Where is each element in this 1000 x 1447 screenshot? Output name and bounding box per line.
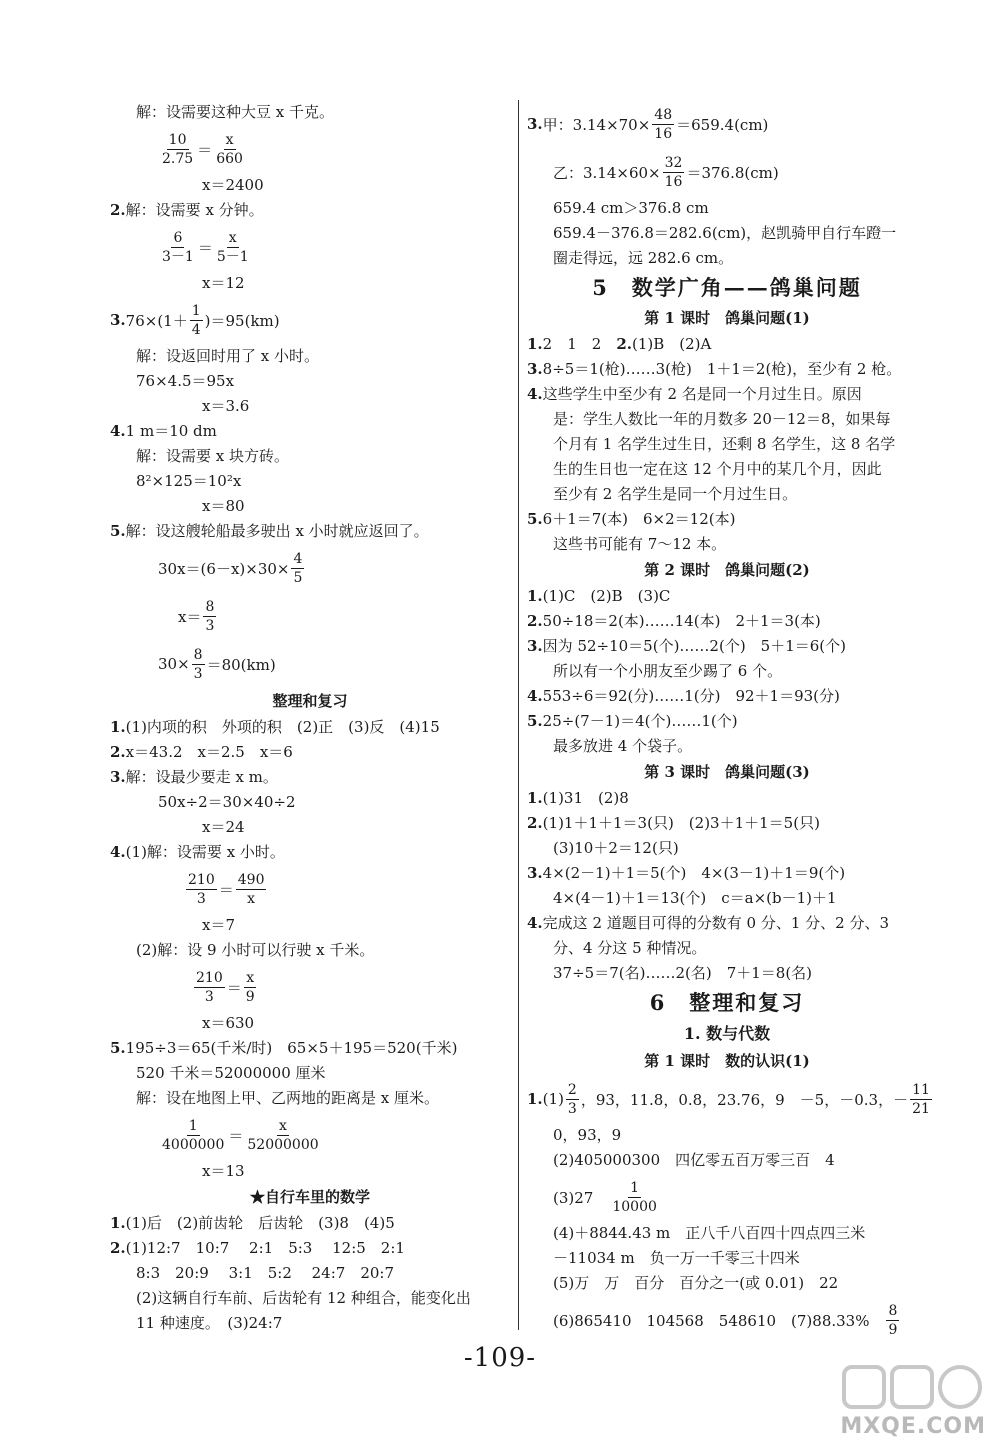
fraction: $\frac{x}{52000000}$	[247, 1117, 319, 1153]
fraction: $\frac{x}{9}$	[245, 969, 255, 1005]
equation: 乙：3.14×60× $\frac{32}{16}$ ＝376.8(cm)	[553, 154, 779, 190]
answer-line: 659.4 cm＞376.8 cm	[553, 199, 709, 217]
answer-line: 3.解：设最少要走 x m。	[110, 768, 278, 786]
answer-line: x＝13	[202, 1162, 245, 1180]
answer-line: 37÷5＝7(名)……2(名) 7＋1＝8(名)	[553, 964, 813, 982]
fraction: $\frac{2}{3}$	[567, 1081, 577, 1117]
answer-line: 5.解：设这艘轮船最多驶出 x 小时就应返回了。	[110, 522, 429, 540]
fraction: $\frac{8}{3}$	[193, 646, 203, 682]
answer-line: (2)这辆自行车前、后齿轮有 12 种组合，能变化出	[136, 1289, 471, 1307]
answer-line: 11 种速度。 (3)24:7	[136, 1314, 283, 1332]
answer-line: (2)解：设 9 小时可以行驶 x 千米。	[136, 941, 375, 959]
answer-line: 8²×125＝10²x	[136, 472, 242, 490]
watermark-text: MXQE.COM	[840, 1414, 986, 1439]
equation: 30x＝(6－x)×30× $\frac{4}{5}$	[158, 550, 303, 586]
equation: (3)27 $\frac{1}{10000}$	[553, 1179, 657, 1215]
page-number: -109-	[463, 1343, 537, 1373]
answer-line: 1.(1)C (2)B (3)C	[527, 587, 671, 605]
answer-line: 解：设返回时用了 x 小时。	[136, 347, 319, 365]
answer-line: 至少有 2 名学生是同一个月过生日。	[553, 485, 798, 503]
answer-line: 个月有 1 名学生过生日，还剩 8 名学生，这 8 名学	[553, 435, 896, 453]
equation: $\frac{6}{3-1}$ ＝ $\frac{x}{5-1}$	[162, 229, 249, 265]
answer-line: 分、4 分这 5 种情况。	[553, 939, 707, 957]
answer-line: 5.25÷(7－1)＝4(个)……1(个)	[527, 712, 738, 730]
answer-line: 1.(1)31 (2)8	[527, 789, 629, 807]
answer-line: 2.(1)12:7 10:7 2:1 5:3 12:5 2:1	[110, 1239, 405, 1257]
lesson-title: 第 3 课时 鸽巢问题(3)	[644, 763, 810, 781]
fraction: $\frac{210}{3}$	[188, 871, 215, 907]
answer-line: 4.完成这 2 道题目可得的分数有 0 分、1 分、2 分、3	[527, 914, 889, 932]
fraction: $\frac{x}{660}$	[216, 131, 243, 167]
equation: 1. (1) $\frac{2}{3}$ ，93，11.8，0.8，23.76，9 －5，－0.3，－ $\frac{11}{21}$	[527, 1081, 930, 1117]
fraction: $\frac{1}{4}$	[191, 302, 201, 338]
answer-line: 1.(1)后 (2)前齿轮 后齿轮 (3)8 (4)5	[110, 1214, 395, 1232]
lesson-title: 第 1 课时 鸽巢问题(1)	[644, 309, 810, 327]
answer-line: x＝2400	[202, 176, 264, 194]
answer-line: 3.因为 52÷10＝5(个)……2(个) 5＋1＝6(个)	[527, 637, 847, 655]
answer-line: 8:3 20:9 3:1 5:2 24:7 20:7	[136, 1264, 395, 1282]
equation: $\frac{210}{3}$ ＝ $\frac{490}{x}$	[188, 871, 265, 907]
answer-line: x＝630	[202, 1014, 255, 1032]
answer-line: 3.8÷5＝1(枪)……3(枪) 1＋1＝2(枪)，至少有 2 枪。	[527, 360, 902, 378]
equation: 3. 76×(1＋ $\frac{1}{4}$ )＝95(km)	[110, 302, 280, 338]
fraction: $\frac{10}{2.75}$	[162, 131, 194, 167]
fraction: $\frac{48}{16}$	[654, 106, 673, 142]
answer-line: 解：设需要 x 块方砖。	[136, 447, 289, 465]
answer-line: 1.(1)内项的积 外项的积 (2)正 (3)反 (4)15	[110, 718, 440, 736]
fraction: $\frac{4}{5}$	[293, 550, 303, 586]
answer-line: 5.195÷3＝65(千米/时) 65×5＋195＝520(千米)	[110, 1039, 458, 1057]
answer-line: 2.(1)1＋1＋1＝3(只) (2)3＋1＋1＝5(只)	[527, 814, 820, 832]
column-divider	[518, 100, 519, 1330]
answer-line: 50x÷2＝30×40÷2	[158, 793, 296, 811]
lesson-title: 第 2 课时 鸽巢问题(2)	[644, 561, 810, 579]
answer-line: 是：学生人数比一年的月数多 20－12＝8，如果每	[553, 410, 891, 428]
answer-line: 3.4×(2－1)＋1＝5(个) 4×(3－1)＋1＝9(个)	[527, 864, 846, 882]
answer-line: 4.这些学生中至少有 2 名是同一个月过生日。原因	[527, 385, 862, 403]
answer-line: 所以有一个小朋友至少踢了 6 个。	[553, 662, 783, 680]
answer-line: 1.2 1 2 2.(1)B (2)A	[527, 335, 712, 353]
left-column	[110, 100, 510, 1336]
fraction: $\frac{1}{4000000}$	[162, 1117, 225, 1153]
answer-line: 659.4－376.8＝282.6(cm)，赵凯骑甲自行车蹬一	[553, 224, 897, 242]
answer-line: 4.1 m＝10 dm	[110, 422, 217, 440]
answer-line: 0，93，9	[553, 1126, 622, 1144]
fraction: $\frac{6}{3-1}$	[162, 229, 194, 265]
answer-line: 4.(1)解：设需要 x 小时。	[110, 843, 285, 861]
section-title: 整理和复习	[272, 692, 348, 710]
answer-line: 520 千米＝52000000 厘米	[136, 1064, 326, 1082]
answer-line: (3)10＋2＝12(只)	[553, 839, 679, 857]
answer-line: 4.553÷6＝92(分)……1(分) 92＋1＝93(分)	[527, 687, 840, 705]
answer-line: x＝7	[202, 916, 236, 934]
answer-line: 2.x＝43.2 x＝2.5 x＝6	[110, 743, 293, 761]
answer-line: －11034 m 负一万一千零三十四米	[553, 1249, 800, 1267]
equation: x＝ $\frac{8}{3}$	[178, 598, 215, 634]
equation: 30× $\frac{8}{3}$ ＝80(km)	[158, 646, 276, 682]
equation: (6)865410 104568 548610 (7)88.33% $\frac{8}{9}$	[553, 1302, 898, 1338]
fraction: $\frac{210}{3}$	[196, 969, 223, 1005]
answer-line: x＝80	[202, 497, 245, 515]
answer-line: 这些书可能有 7～12 本。	[553, 535, 727, 553]
answer-line: 5.6＋1＝7(本) 6×2＝12(本)	[527, 510, 736, 528]
equation: $\frac{1}{4000000}$ ＝ $\frac{x}{52000000}$	[162, 1117, 319, 1153]
answer-line: 生的生日也一定在这 12 个月中的某几个月，因此	[553, 460, 882, 478]
fraction: $\frac{x}{5-1}$	[216, 229, 249, 265]
answer-line: 76×4.5＝95x	[136, 372, 235, 390]
equation: 3. 甲：3.14×70× $\frac{48}{16}$ ＝659.4(cm)	[527, 106, 769, 142]
answer-line: x＝24	[202, 818, 245, 836]
answer-line: 2.50÷18＝2(本)……14(本) 2＋1＝3(本)	[527, 612, 821, 630]
equation: $\frac{10}{2.75}$ ＝ $\frac{x}{660}$	[162, 131, 243, 167]
fraction: $\frac{1}{10000}$	[612, 1179, 657, 1215]
answer-line: 解：设需要这种大豆 x 千克。	[136, 103, 334, 121]
fraction: $\frac{490}{x}$	[237, 871, 265, 907]
section-title: ★自行车里的数学	[249, 1188, 370, 1206]
chapter-title: 6 整理和复习	[649, 990, 805, 1015]
lesson-title: 第 1 课时 数的认识(1)	[644, 1052, 810, 1070]
answer-line: (2)405000300 四亿零五百万零三百 4	[553, 1151, 835, 1169]
answer-line: 2.解：设需要 x 分钟。	[110, 201, 264, 219]
answer-line: (5)万 万 百分 百分之一(或 0.01) 22	[553, 1274, 839, 1292]
fraction: $\frac{8}{3}$	[205, 598, 215, 634]
right-column	[527, 100, 930, 1344]
answer-line: x＝12	[202, 274, 245, 292]
answer-line: 4×(4－1)＋1＝13(个) c＝a×(b－1)＋1	[553, 889, 837, 907]
chapter-title: 5 数学广角——鸽巢问题	[592, 275, 862, 300]
answer-line: 最多放进 4 个袋子。	[553, 737, 693, 755]
answer-line: x＝3.6	[202, 397, 250, 415]
equation: $\frac{210}{3}$ ＝ $\frac{x}{9}$	[196, 969, 255, 1005]
fraction: $\frac{8}{9}$	[888, 1302, 898, 1338]
section-title: 1. 数与代数	[683, 1024, 771, 1043]
fraction: $\frac{32}{16}$	[664, 154, 683, 190]
answer-line: (4)＋8844.43 m 正八千八百四十四点四三米	[553, 1224, 866, 1242]
fraction: $\frac{11}{21}$	[912, 1081, 930, 1117]
answer-line: 圈走得远，远 282.6 cm。	[553, 249, 734, 267]
answer-line: 解：设在地图上甲、乙两地的距离是 x 厘米。	[136, 1089, 439, 1107]
